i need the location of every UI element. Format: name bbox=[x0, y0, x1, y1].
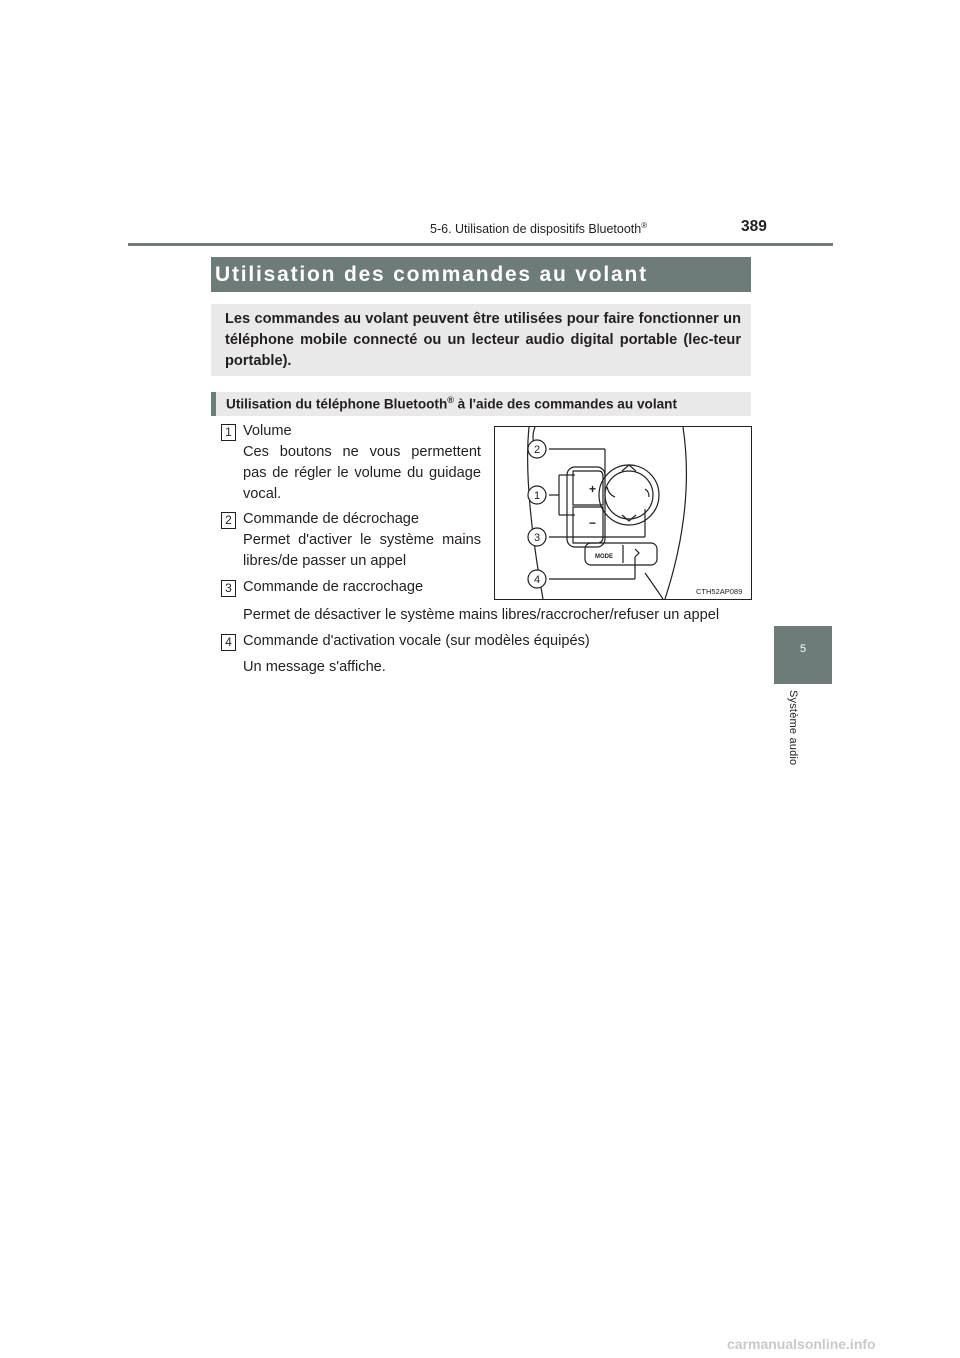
voice-icon bbox=[635, 549, 639, 557]
item-desc-1: Ces boutons ne vous permettent pas de régler le volume du guidage vocal. bbox=[243, 444, 481, 502]
chapter-tab bbox=[774, 626, 832, 684]
item-number-3: 3 bbox=[221, 580, 236, 597]
wheel-rim-right bbox=[665, 427, 686, 599]
subheading: Utilisation du téléphone Bluetooth® à l'aide des commandes au volant bbox=[226, 395, 677, 412]
chapter-label: Système audio bbox=[787, 690, 799, 766]
watermark: carmanualsonline.info bbox=[727, 1336, 876, 1352]
callout-label-4: 4 bbox=[533, 574, 541, 586]
item-desc-4: Un message s'affiche. bbox=[243, 659, 386, 675]
item-number-1: 1 bbox=[221, 424, 236, 441]
subheading-accent bbox=[211, 392, 216, 416]
section-heading: 5-6. Utilisation de dispositifs Bluetooth® bbox=[430, 221, 648, 237]
plus-label: + bbox=[589, 482, 597, 496]
volume-plus-button bbox=[573, 471, 603, 505]
item-title-3: Commande de raccrochage bbox=[243, 579, 424, 595]
callout-label-3: 3 bbox=[533, 532, 541, 544]
item-title-4: Commande d'activation vocale (sur modèles équipés) bbox=[243, 633, 590, 649]
item-title-1: Volume bbox=[243, 423, 292, 439]
steering-controls-figure bbox=[494, 426, 752, 600]
item-number-4: 4 bbox=[221, 634, 236, 651]
intro-text: Les commandes au volant peuvent être utilisées pour faire fonctionner un téléphone mobile connecté ou un lecteur audio digital portable (lec-teur portable). bbox=[225, 311, 741, 369]
callout-label-2: 2 bbox=[533, 444, 541, 456]
wheel-spoke bbox=[645, 573, 663, 599]
hangup-phone-icon bbox=[645, 489, 649, 497]
steering-wheel-illustration bbox=[495, 427, 751, 599]
header-rule bbox=[128, 243, 833, 246]
minus-label: − bbox=[589, 516, 597, 530]
pickup-phone-icon bbox=[607, 487, 615, 497]
item-desc-3: Permet de désactiver le système mains libres/raccrocher/refuser un appel bbox=[243, 607, 720, 623]
item-title-2: Commande de décrochage bbox=[243, 511, 420, 527]
chapter-number: 5 bbox=[799, 643, 807, 655]
mode-label: MODE bbox=[595, 554, 613, 560]
callout-label-1: 1 bbox=[533, 490, 541, 502]
page-title: Utilisation des commandes au volant bbox=[215, 263, 648, 286]
figure-code: CTH52AP089 bbox=[696, 587, 743, 596]
item-number-2: 2 bbox=[221, 512, 236, 529]
round-controller bbox=[599, 465, 659, 525]
item-desc-2: Permet d'activer le système mains libres/de passer un appel bbox=[243, 532, 481, 569]
page-number: 389 bbox=[741, 218, 767, 235]
